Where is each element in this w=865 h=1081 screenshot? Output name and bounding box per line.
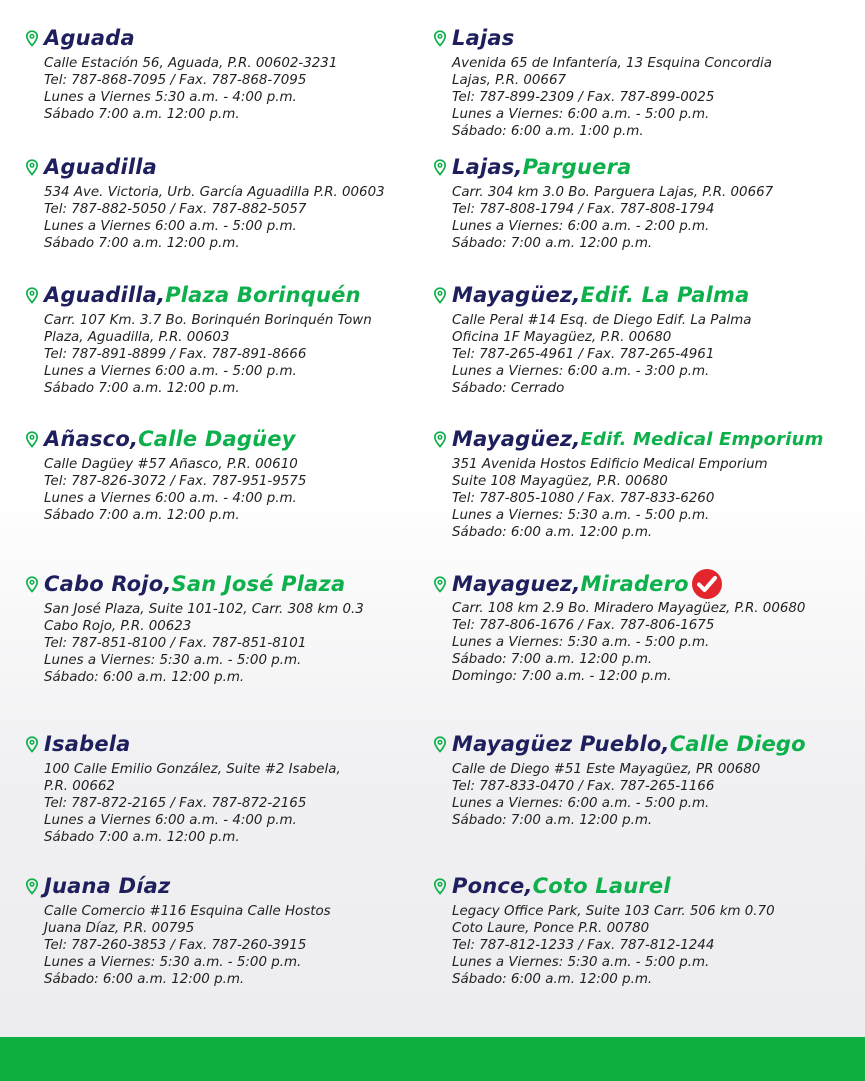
location-title: Mayagüez, <box>452 427 581 451</box>
hours-saturday: Sábado: 6:00 a.m. 12:00 p.m. <box>452 972 653 987</box>
location-details <box>44 761 341 846</box>
location-title: Mayagüez, <box>452 283 581 307</box>
location-pin-icon <box>25 576 39 593</box>
phone-line: Tel: 787-872-2165 / Fax. 787-872-2165 <box>44 796 307 811</box>
location-subtitle: Coto Laurel <box>532 874 671 898</box>
location-header <box>25 872 331 900</box>
hours-saturday: Sábado: 6:00 a.m. 12:00 p.m. <box>44 972 245 987</box>
location-pin-icon <box>433 30 447 47</box>
location-header <box>25 425 306 453</box>
hours-weekday: Lunes a Viernes: 6:00 a.m. - 2:00 p.m. <box>452 219 710 234</box>
phone-line: Tel: 787-899-2309 / Fax. 787-899-0025 <box>452 90 715 105</box>
location-subtitle: Miradero <box>580 572 689 596</box>
location-pin-icon <box>433 431 447 448</box>
phone-line: Tel: 787-882-5050 / Fax. 787-882-5057 <box>44 202 307 217</box>
location-details <box>452 903 775 988</box>
hours-weekday: Lunes a Viernes 6:00 a.m. - 4:00 p.m. <box>44 491 297 506</box>
location-header <box>433 24 772 52</box>
hours-saturday: Sábado: 7:00 a.m. 12:00 p.m. <box>452 813 653 828</box>
location-pin-icon <box>25 30 39 47</box>
hours-saturday: Sábado 7:00 a.m. 12:00 p.m. <box>44 236 240 251</box>
location-subtitle: Parguera <box>522 155 632 179</box>
address-line: P.R. 00662 <box>44 779 115 794</box>
location-subtitle: Edif. La Palma <box>580 283 750 307</box>
location-pin-icon <box>433 287 447 304</box>
location-title: Aguadilla, <box>44 283 166 307</box>
hours-saturday: Sábado: 7:00 a.m. 12:00 p.m. <box>452 236 653 251</box>
hours-saturday: Sábado 7:00 a.m. 12:00 p.m. <box>44 107 240 122</box>
location-details <box>44 456 306 524</box>
hours-saturday: Sábado: 7:00 a.m. 12:00 p.m. <box>452 652 653 667</box>
location-pin-icon <box>25 431 39 448</box>
hours-weekday: Lunes a Viernes: 6:00 a.m. - 3:00 p.m. <box>452 364 710 379</box>
location-pin-icon <box>25 159 39 176</box>
location-title: Mayagüez Pueblo, <box>452 732 670 756</box>
location-details <box>44 55 337 123</box>
footer-bar <box>0 1037 865 1081</box>
location-header <box>433 569 805 599</box>
address-line: Calle Dagüey #57 Añasco, P.R. 00610 <box>44 457 298 472</box>
location-title: Ponce, <box>452 874 533 898</box>
location-title: Añasco, <box>44 427 139 451</box>
hours-weekday: Lunes a Viernes: 5:30 a.m. - 5:00 p.m. <box>452 955 710 970</box>
phone-line: Tel: 787-868-7095 / Fax. 787-868-7095 <box>44 73 307 88</box>
hours-saturday: Sábado 7:00 a.m. 12:00 p.m. <box>44 381 240 396</box>
address-line: Carr. 304 km 3.0 Bo. Parguera Lajas, P.R. 00667 <box>452 185 774 200</box>
location-lajas-parguera <box>433 153 773 252</box>
location-title: Lajas, <box>452 155 523 179</box>
phone-line: Tel: 787-891-8899 / Fax. 787-891-8666 <box>44 347 307 362</box>
location-details <box>44 601 364 686</box>
location-header <box>25 24 337 52</box>
hours-saturday: Sábado: 6:00 a.m. 12:00 p.m. <box>452 525 653 540</box>
location-header <box>433 730 806 758</box>
hours-weekday: Lunes a Viernes 6:00 a.m. - 5:00 p.m. <box>44 219 297 234</box>
address-line: Carr. 107 Km. 3.7 Bo. Borinquén Borinquén Town <box>44 313 372 328</box>
location-mayaguez-medical-emporium <box>433 425 824 541</box>
hours-weekday: Lunes a Viernes: 6:00 a.m. - 5:00 p.m. <box>452 107 710 122</box>
address-line: Calle de Diego #51 Este Mayagüez, PR 00680 <box>452 762 761 777</box>
location-pin-icon <box>433 878 447 895</box>
location-lajas <box>433 24 772 140</box>
location-cabo-rojo-san-jose-plaza <box>25 570 364 686</box>
location-mayaguez-miradero <box>433 569 805 685</box>
phone-line: Tel: 787-805-1080 / Fax. 787-833-6260 <box>452 491 715 506</box>
address-line: Lajas, P.R. 00667 <box>452 73 566 88</box>
phone-line: Tel: 787-826-3072 / Fax. 787-951-9575 <box>44 474 307 489</box>
location-aguadilla <box>25 153 385 252</box>
hours-weekday: Lunes a Viernes: 5:30 a.m. - 5:00 p.m. <box>452 635 710 650</box>
location-details <box>452 184 773 252</box>
phone-line: Tel: 787-812-1233 / Fax. 787-812-1244 <box>452 938 715 953</box>
location-details <box>452 600 805 685</box>
hours-weekday: Lunes a Viernes: 5:30 a.m. - 5:00 p.m. <box>452 508 710 523</box>
address-line: Coto Laure, Ponce P.R. 00780 <box>452 921 650 936</box>
location-header <box>25 570 364 598</box>
location-header <box>433 281 752 309</box>
hours-weekday: Lunes a Viernes: 5:30 a.m. - 5:00 p.m. <box>44 653 302 668</box>
location-header <box>25 730 341 758</box>
location-mayaguez-pueblo-calle-diego <box>433 730 806 829</box>
location-aguada <box>25 24 337 123</box>
location-details <box>452 761 806 829</box>
location-header <box>433 425 824 453</box>
address-line: Juana Díaz, P.R. 00795 <box>44 921 195 936</box>
location-details <box>44 312 372 397</box>
location-subtitle: Calle Diego <box>669 732 806 756</box>
location-pin-icon <box>433 159 447 176</box>
location-header <box>433 153 773 181</box>
address-line: Cabo Rojo, P.R. 00623 <box>44 619 192 634</box>
location-pin-icon <box>433 736 447 753</box>
location-header <box>25 281 372 309</box>
location-title: Lajas <box>452 26 515 50</box>
location-details <box>452 55 772 140</box>
location-pin-icon <box>25 736 39 753</box>
location-pin-icon <box>25 287 39 304</box>
address-line: Plaza, Aguadilla, P.R. 00603 <box>44 330 230 345</box>
location-pin-icon <box>433 576 447 593</box>
phone-line: Tel: 787-265-4961 / Fax. 787-265-4961 <box>452 347 715 362</box>
address-line: 351 Avenida Hostos Edificio Medical Emporium <box>452 457 768 472</box>
location-isabela <box>25 730 341 846</box>
hours-saturday: Sábado: 6:00 a.m. 1:00 p.m. <box>452 124 644 139</box>
hours-saturday: Sábado: Cerrado <box>452 381 565 396</box>
hours-sunday: Domingo: 7:00 a.m. - 12:00 p.m. <box>452 669 672 684</box>
location-title: Aguadilla <box>44 155 158 179</box>
phone-line: Tel: 787-851-8100 / Fax. 787-851-8101 <box>44 636 307 651</box>
location-title: Mayaguez, <box>452 572 581 596</box>
location-subtitle: San José Plaza <box>171 572 346 596</box>
hours-weekday: Lunes a Viernes 5:30 a.m. - 4:00 p.m. <box>44 90 297 105</box>
hours-weekday: Lunes a Viernes 6:00 a.m. - 4:00 p.m. <box>44 813 297 828</box>
address-line: Calle Estación 56, Aguada, P.R. 00602-3231 <box>44 56 338 71</box>
location-subtitle: Plaza Borinquén <box>165 283 361 307</box>
location-aguadilla-plaza-borinquen <box>25 281 372 397</box>
address-line: 100 Calle Emilio González, Suite #2 Isabela, <box>44 762 341 777</box>
hours-saturday: Sábado: 6:00 a.m. 12:00 p.m. <box>44 670 245 685</box>
location-title: Cabo Rojo, <box>44 572 172 596</box>
hours-weekday: Lunes a Viernes: 5:30 a.m. - 5:00 p.m. <box>44 955 302 970</box>
phone-line: Tel: 787-808-1794 / Fax. 787-808-1794 <box>452 202 715 217</box>
address-line: Carr. 108 km 2.9 Bo. Miradero Mayagüez, P.R. 00680 <box>452 601 806 616</box>
hours-weekday: Lunes a Viernes: 6:00 a.m. - 5:00 p.m. <box>452 796 710 811</box>
phone-line: Tel: 787-806-1676 / Fax. 787-806-1675 <box>452 618 715 633</box>
address-line: Legacy Office Park, Suite 103 Carr. 506 km 0.70 <box>452 904 775 919</box>
location-subtitle: Edif. Medical Emporium <box>580 428 824 450</box>
phone-line: Tel: 787-260-3853 / Fax. 787-260-3915 <box>44 938 307 953</box>
location-details <box>452 456 824 541</box>
hours-weekday: Lunes a Viernes 6:00 a.m. - 5:00 p.m. <box>44 364 297 379</box>
address-line: Suite 108 Mayagüez, P.R. 00680 <box>452 474 668 489</box>
location-juana-diaz <box>25 872 331 988</box>
location-header <box>25 153 385 181</box>
location-title: Juana Díaz <box>44 874 171 898</box>
location-details <box>44 184 385 252</box>
address-line: Oficina 1F Mayagüez, P.R. 00680 <box>452 330 672 345</box>
address-line: Calle Peral #14 Esq. de Diego Edif. La Palma <box>452 313 752 328</box>
location-pin-icon <box>25 878 39 895</box>
location-header <box>433 872 775 900</box>
location-details <box>44 903 331 988</box>
location-ponce-coto-laurel <box>433 872 775 988</box>
location-subtitle: Calle Dagüey <box>138 427 296 451</box>
checkmark-icon <box>692 569 722 599</box>
location-anasco-calle-daguey <box>25 425 306 524</box>
location-details <box>452 312 752 397</box>
phone-line: Tel: 787-833-0470 / Fax. 787-265-1166 <box>452 779 715 794</box>
address-line: San José Plaza, Suite 101-102, Carr. 308 km 0.3 <box>44 602 364 617</box>
hours-saturday: Sábado 7:00 a.m. 12:00 p.m. <box>44 830 240 845</box>
address-line: Avenida 65 de Infantería, 13 Esquina Concordia <box>452 56 772 71</box>
location-mayaguez-edif-la-palma <box>433 281 752 397</box>
address-line: 534 Ave. Victoria, Urb. García Aguadilla P.R. 00603 <box>44 185 385 200</box>
hours-saturday: Sábado 7:00 a.m. 12:00 p.m. <box>44 508 240 523</box>
location-title: Aguada <box>44 26 135 50</box>
address-line: Calle Comercio #116 Esquina Calle Hostos <box>44 904 331 919</box>
location-title: Isabela <box>44 732 131 756</box>
